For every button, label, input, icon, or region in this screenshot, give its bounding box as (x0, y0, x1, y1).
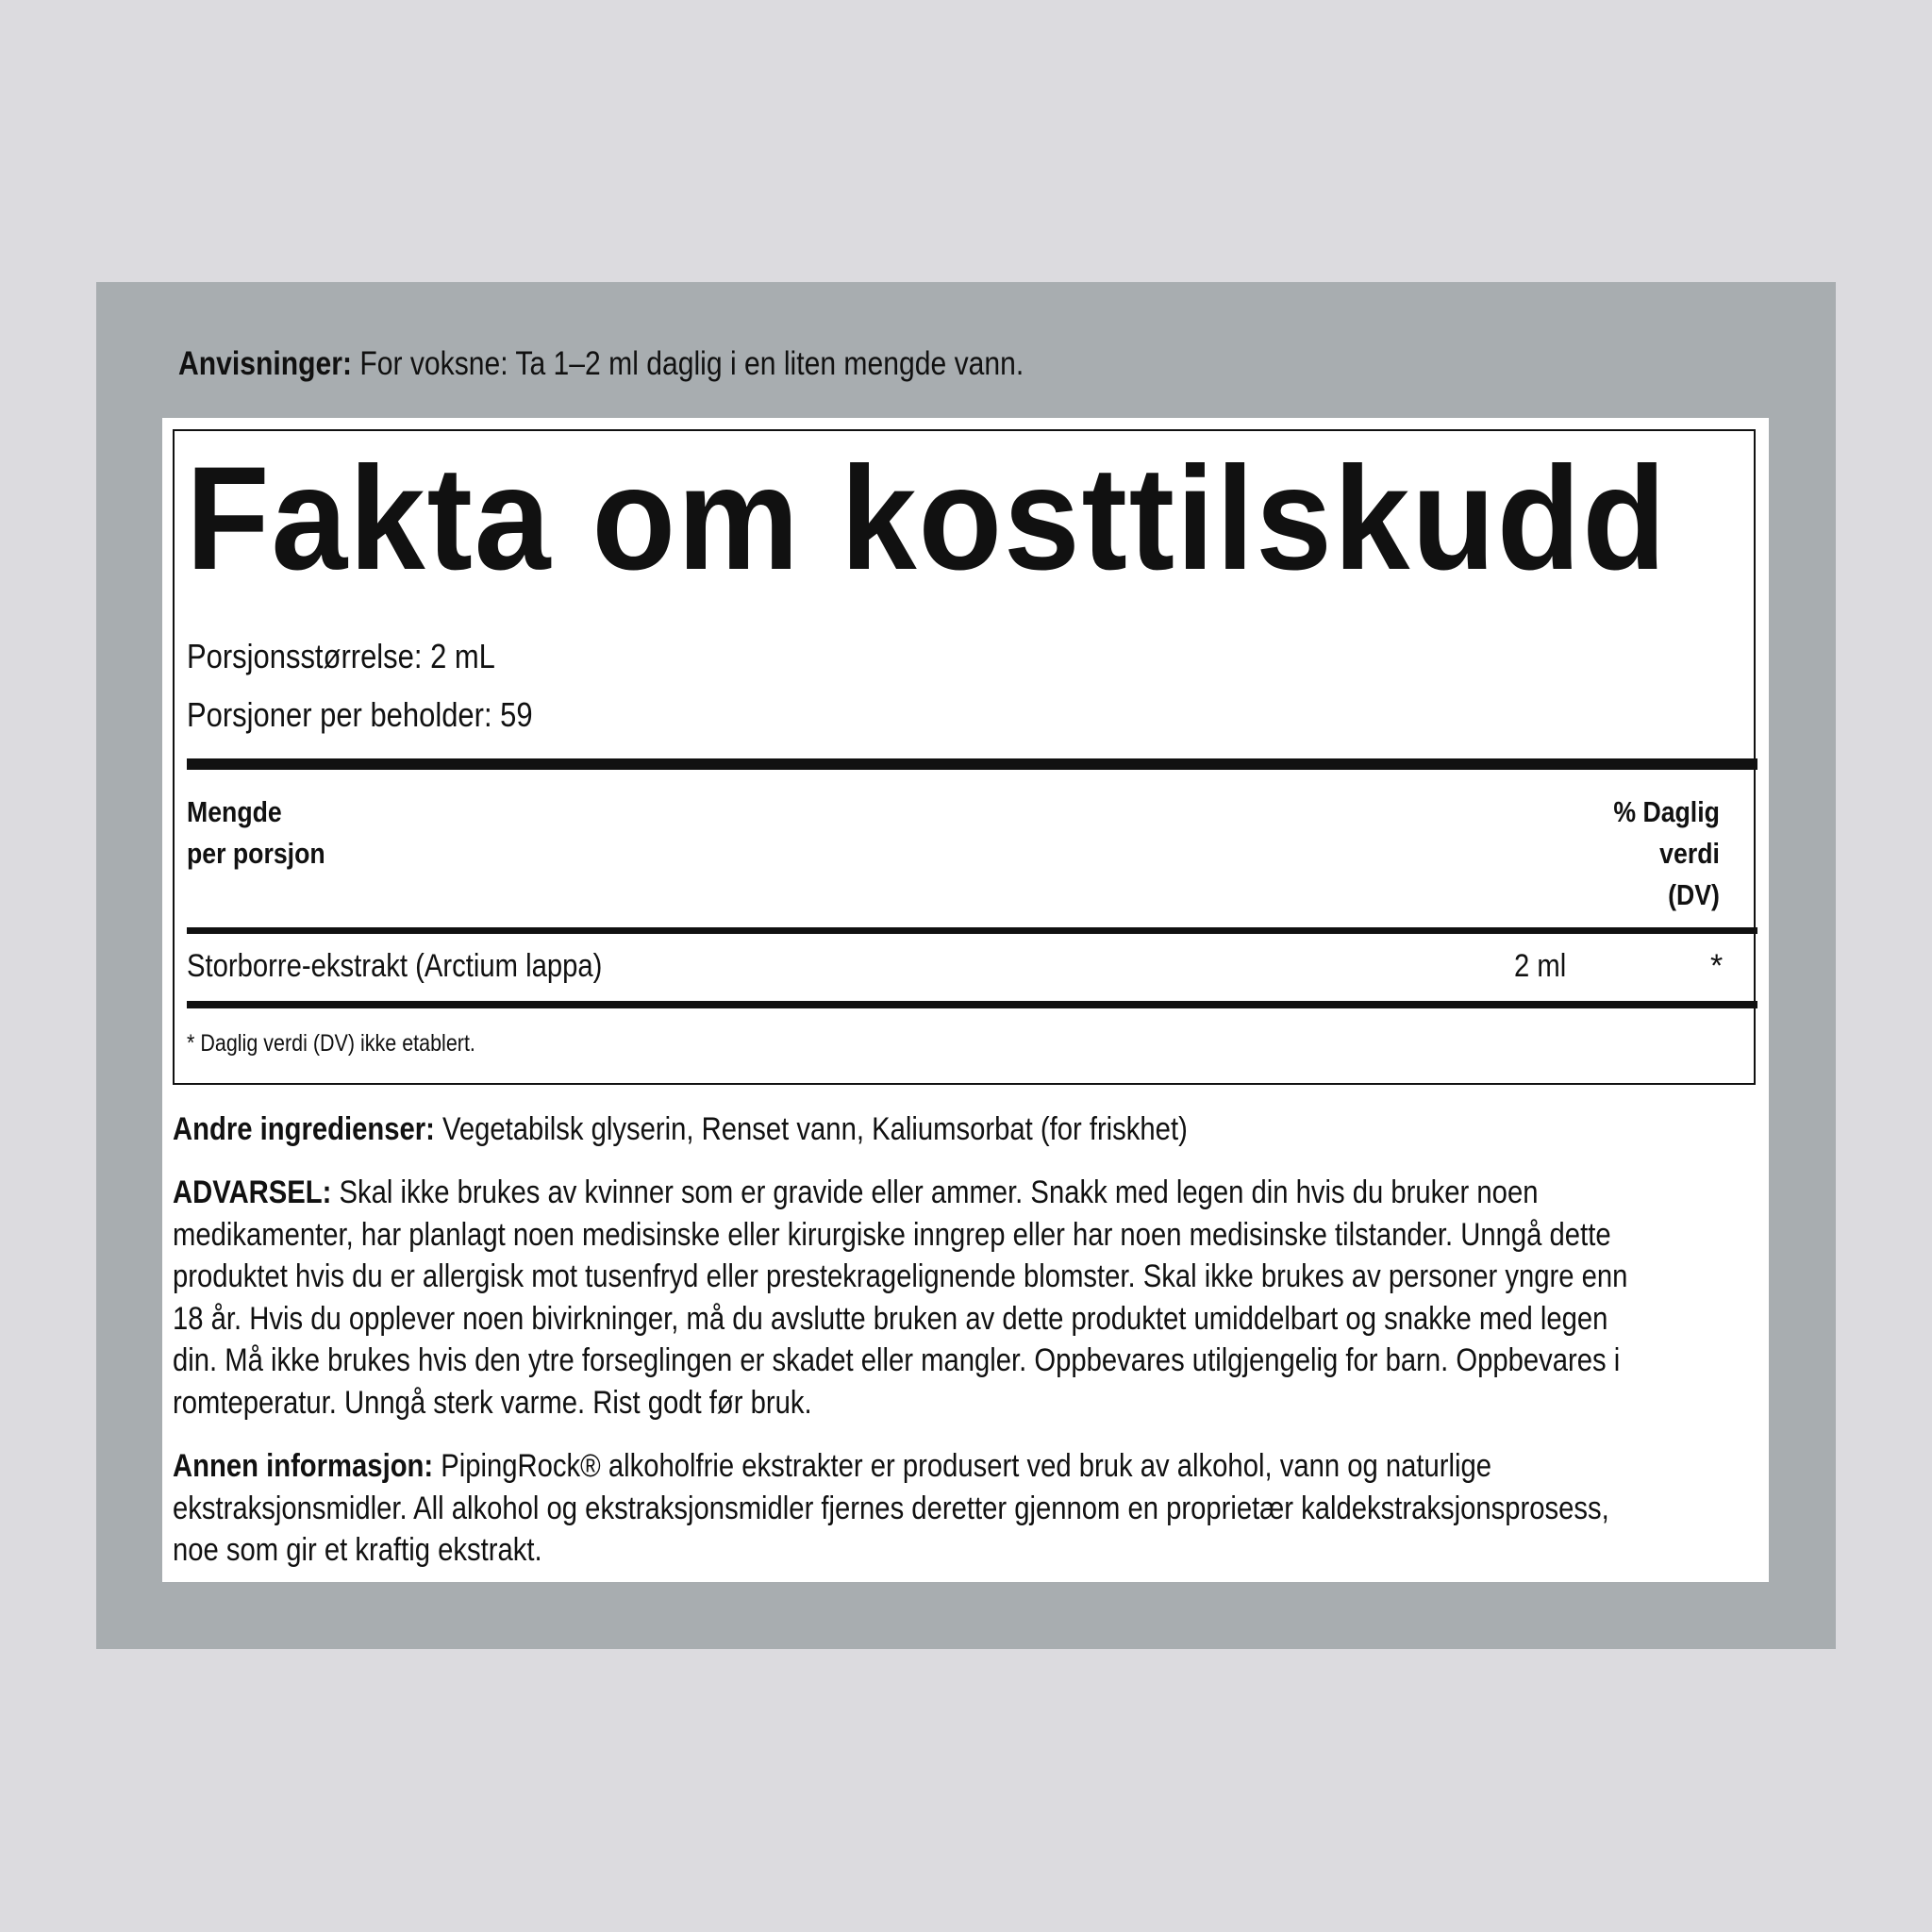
daily-value-header (1613, 791, 1720, 916)
ingredient-amount: 2 ml (1514, 948, 1567, 984)
ingredient-name: Storborre-ekstrakt (Arctium lappa) (187, 948, 603, 984)
directions-body: For voksne: Ta 1–2 ml daglig i en liten mengde vann. (351, 345, 1024, 382)
warning-line-1 (173, 1172, 1730, 1214)
dv-footnote: * Daglig verdi (DV) ikke etablert. (187, 1030, 475, 1057)
warning-section (173, 1172, 1730, 1424)
facts-title: Fakta om kosttilskudd (186, 437, 1668, 601)
thick-divider-top (187, 758, 1757, 770)
warning-label: ADVARSEL: (173, 1174, 332, 1210)
dv-header-line1: % Daglig (1613, 795, 1720, 828)
medium-divider (187, 927, 1757, 934)
other-ingredients (173, 1108, 1730, 1151)
warning-text-1: Skal ikke brukes av kvinner som er gravide eller ammer. Snakk med legen din hvis du bruker noen (331, 1174, 1539, 1210)
amount-header-line2: per porsjon (187, 837, 325, 870)
thick-divider-bottom (187, 1001, 1757, 1008)
other-info-line-2: ekstraksjonsmidler. All alkohol og ekstraksjonsmidler fjernes deretter gjennom en proprietær kaldekstraksjonsprosess, (173, 1490, 1609, 1526)
directions-text (178, 345, 1024, 383)
amount-header-line1: Mengde (187, 795, 282, 828)
other-info-line-1 (173, 1445, 1730, 1488)
ingredient-dv: * (1710, 948, 1724, 984)
amount-per-serving-header (187, 791, 325, 874)
servings-per-container: Porsjoner per beholder: 59 (187, 695, 533, 734)
other-ingredients-label: Andre ingredienser: (173, 1111, 435, 1147)
warning-line-3: produktet hvis du er allergisk mot tusenfryd eller prestekragelignende blomster. Skal ikke brukes av personer yngre enn (173, 1258, 1628, 1294)
other-info-label: Annen informasjon: (173, 1448, 434, 1484)
other-info-text-1: PipingRock® alkoholfrie ekstrakter er produsert ved bruk av alkohol, vann og naturlige (433, 1448, 1492, 1484)
other-info-line-3: noe som gir et kraftig ekstrakt. (173, 1532, 542, 1568)
dv-header-line3: (DV) (1668, 878, 1720, 911)
warning-line-4: 18 år. Hvis du opplever noen bivirkninger, må du avslutte bruken av dette produktet umiddelbart og snakke med legen (173, 1300, 1608, 1337)
warning-line-6: romteperatur. Unngå sterk varme. Rist godt før bruk. (173, 1384, 812, 1421)
dv-header-line2: verdi (1659, 837, 1720, 870)
supplement-facts-box (173, 429, 1756, 1085)
directions-label: Anvisninger: (178, 345, 352, 382)
warning-line-5: din. Må ikke brukes hvis den ytre forseglingen er skadet eller mangler. Oppbevares utilgjengelig for barn. Oppbevares i (173, 1342, 1621, 1378)
other-ingredients-text: Vegetabilsk glyserin, Renset vann, Kaliumsorbat (for friskhet) (434, 1111, 1188, 1147)
serving-size: Porsjonsstørrelse: 2 mL (187, 637, 495, 675)
other-info-section (173, 1445, 1730, 1572)
warning-line-2: medikamenter, har planlagt noen medisinske eller kirurgiske inngrep eller har noen medisinske tilstander. Unngå dette (173, 1216, 1611, 1253)
